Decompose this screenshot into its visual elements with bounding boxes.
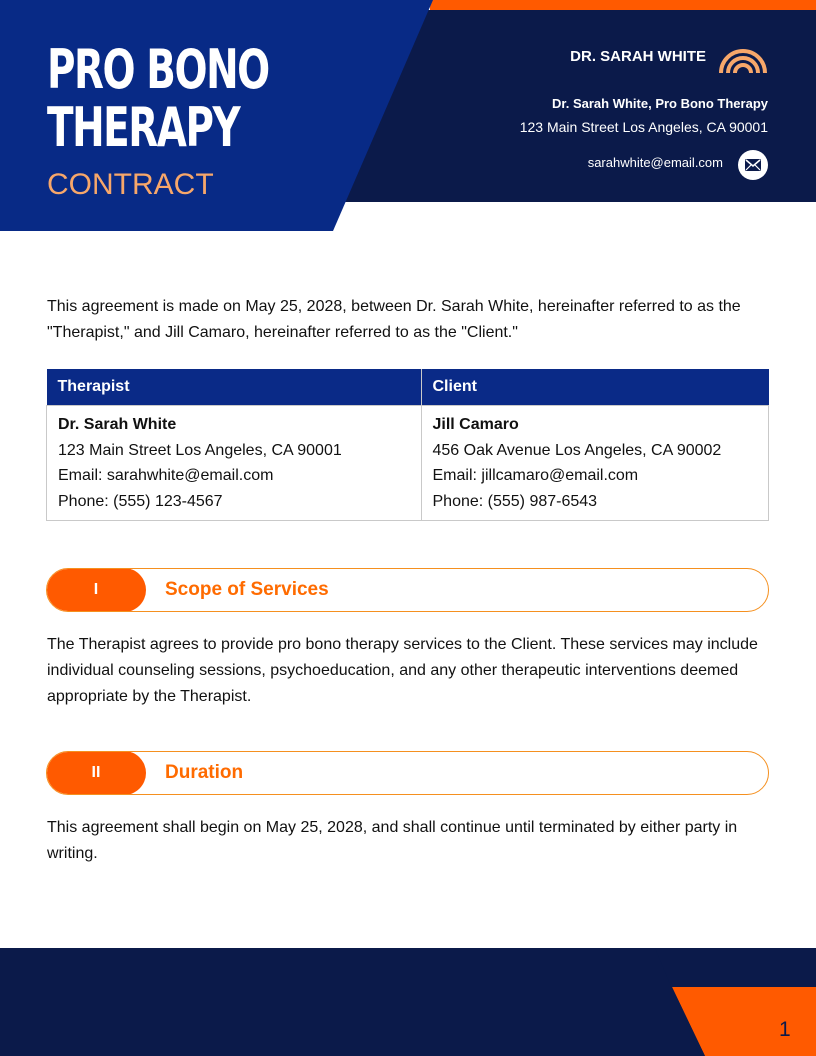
therapist-cell — [47, 406, 422, 521]
subtitle: CONTRACT — [47, 168, 214, 201]
section-title: Scope of Services — [165, 579, 329, 600]
client-phone: Phone: (555) 987-6543 — [432, 492, 598, 510]
section-body-scope: The Therapist agrees to provide pro bono therapy services to the Client. These services may include individual counseling sessions, psychoeducation, and any other therapeutic interventions deemed appropriate by the Therapist. — [47, 636, 758, 705]
header-email[interactable]: sarahwhite@email.com — [587, 155, 723, 170]
therapist-phone: Phone: (555) 123-4567 — [58, 492, 223, 510]
rainbow-arc-icon — [717, 40, 769, 74]
address-line: 123 Main Street Los Angeles, CA 90001 — [519, 119, 768, 135]
client-address: 456 Oak Avenue Los Angeles, CA 90002 — [432, 441, 722, 459]
section-number-badge: II — [46, 751, 146, 795]
parties-table — [46, 369, 769, 521]
section-header-duration — [46, 751, 769, 795]
section-body-duration: This agreement shall begin on May 25, 2028, and shall continue until terminated by either party in writing. — [47, 819, 738, 862]
client-cell — [421, 406, 769, 521]
title-line-1: PRO BONO — [47, 38, 269, 101]
therapist-email: Email: sarahwhite@email.com — [58, 467, 274, 484]
client-column-header: Client — [421, 369, 769, 406]
therapist-address: 123 Main Street Los Angeles, CA 90001 — [58, 441, 342, 459]
section-title: Duration — [165, 762, 244, 783]
section-header-scope — [46, 568, 769, 612]
page-number: 1 — [779, 1018, 791, 1041]
client-name: Jill Camaro — [432, 416, 519, 433]
client-email: Email: jillcamaro@email.com — [432, 467, 639, 484]
therapist-column-header: Therapist — [47, 369, 422, 406]
envelope-icon — [745, 158, 761, 172]
intro-paragraph: This agreement is made on May 25, 2028, between Dr. Sarah White, hereinafter referred to as the "Therapist," and Jill Camaro, hereinafter referred to as the "Client." — [47, 298, 741, 341]
email-button[interactable] — [738, 150, 768, 180]
brand-name: DR. SARAH WHITE — [570, 48, 706, 65]
address-name: Dr. Sarah White, Pro Bono Therapy — [552, 96, 768, 111]
therapist-name: Dr. Sarah White — [58, 416, 177, 433]
table-row — [47, 406, 769, 521]
title-line-2: THERAPY — [47, 96, 240, 159]
section-number-badge: I — [46, 568, 146, 612]
table-header-row — [47, 369, 769, 406]
